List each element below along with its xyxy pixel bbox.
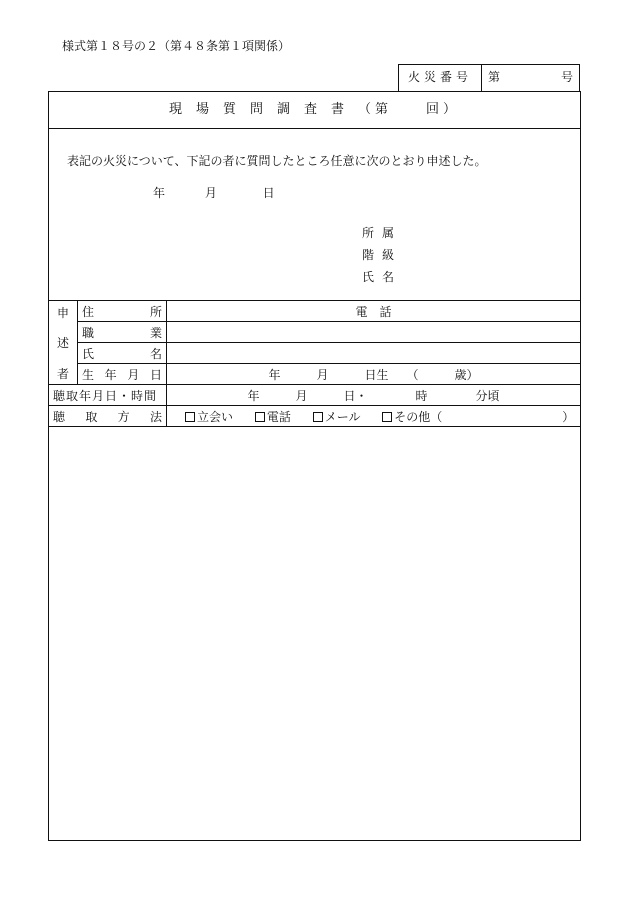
officer-affiliation[interactable]: 所属 bbox=[362, 226, 403, 240]
occupation-label bbox=[78, 322, 167, 343]
applicant-group-label bbox=[49, 301, 78, 385]
label-char: 氏 bbox=[82, 346, 95, 361]
option-label: 立会い bbox=[197, 409, 234, 424]
label-char: 名 bbox=[149, 346, 162, 361]
form-frame bbox=[48, 91, 581, 841]
applicant-table bbox=[49, 300, 580, 427]
label-char: 月 bbox=[127, 367, 140, 382]
label-char: 住 bbox=[82, 304, 95, 319]
fire-number-box bbox=[398, 64, 580, 92]
name-field[interactable] bbox=[167, 343, 581, 364]
checkbox-email[interactable] bbox=[313, 408, 361, 425]
occupation-field[interactable] bbox=[167, 322, 581, 343]
table-row bbox=[49, 406, 580, 427]
address-field[interactable] bbox=[167, 301, 581, 322]
officer-name[interactable]: 氏名 bbox=[362, 270, 403, 284]
table-row bbox=[49, 301, 580, 322]
date-month: 月 bbox=[204, 186, 217, 200]
hearing-datetime-label: 聴取年月日・時間 bbox=[49, 385, 167, 406]
form-reference: 様式第１８号の２（第４８条第１項関係） bbox=[62, 39, 291, 53]
label-char: 法 bbox=[149, 409, 162, 424]
address-label bbox=[78, 301, 167, 322]
session-number[interactable]: （第 回） bbox=[358, 102, 461, 117]
name-label bbox=[78, 343, 167, 364]
label-char: 年 bbox=[104, 367, 117, 382]
fire-number-prefix: 第 bbox=[488, 70, 501, 84]
fire-number-field[interactable] bbox=[482, 65, 579, 91]
fire-number-suffix: 号 bbox=[560, 70, 573, 84]
hearing-method-options bbox=[167, 406, 581, 427]
date-year: 年 bbox=[153, 186, 166, 200]
checkbox-icon bbox=[313, 412, 323, 422]
statement-date[interactable] bbox=[153, 184, 275, 201]
label-char: 日 bbox=[149, 367, 162, 382]
checkbox-phone[interactable] bbox=[255, 408, 291, 425]
checkbox-in-person[interactable] bbox=[185, 408, 233, 425]
table-row bbox=[49, 343, 580, 364]
applicant-group-char: 申 bbox=[56, 305, 69, 320]
table-row bbox=[49, 364, 580, 385]
fire-number-label: 火災番号 bbox=[399, 65, 482, 91]
option-label: メール bbox=[324, 409, 361, 424]
applicant-group-char: 者 bbox=[56, 366, 69, 381]
checkbox-other[interactable] bbox=[382, 408, 574, 425]
label-char: 方 bbox=[117, 409, 130, 424]
checkbox-icon bbox=[185, 412, 195, 422]
statement-text: 表記の火災について、下記の者に質問したところ任意に次のとおり申述した。 bbox=[67, 154, 487, 168]
label-char: 取 bbox=[85, 409, 98, 424]
checkbox-icon bbox=[255, 412, 265, 422]
birthdate-field[interactable]: 年 月 日生 （ 歳） bbox=[167, 364, 581, 385]
applicant-group-char: 述 bbox=[56, 336, 69, 350]
option-label: 電話 bbox=[266, 409, 291, 424]
label-char: 職 bbox=[82, 325, 95, 340]
hearing-method-label bbox=[49, 406, 167, 427]
date-day: 日 bbox=[262, 186, 275, 200]
label-char: 生 bbox=[82, 367, 95, 382]
table-row bbox=[49, 385, 580, 406]
form-title: 現場質問調査書 bbox=[168, 102, 358, 117]
birthdate-label bbox=[78, 364, 167, 385]
label-char: 所 bbox=[149, 304, 162, 319]
checkbox-icon bbox=[382, 412, 392, 422]
option-label: その他（ ） bbox=[394, 409, 575, 424]
table-row bbox=[49, 322, 580, 343]
phone-label: 電 話 bbox=[355, 304, 392, 319]
title-row bbox=[49, 92, 580, 129]
officer-rank[interactable]: 階級 bbox=[362, 248, 403, 262]
label-char: 聴 bbox=[53, 409, 66, 424]
label-char: 業 bbox=[149, 325, 162, 340]
hearing-datetime-field[interactable]: 年 月 日・ 時 分頃 bbox=[167, 385, 581, 406]
